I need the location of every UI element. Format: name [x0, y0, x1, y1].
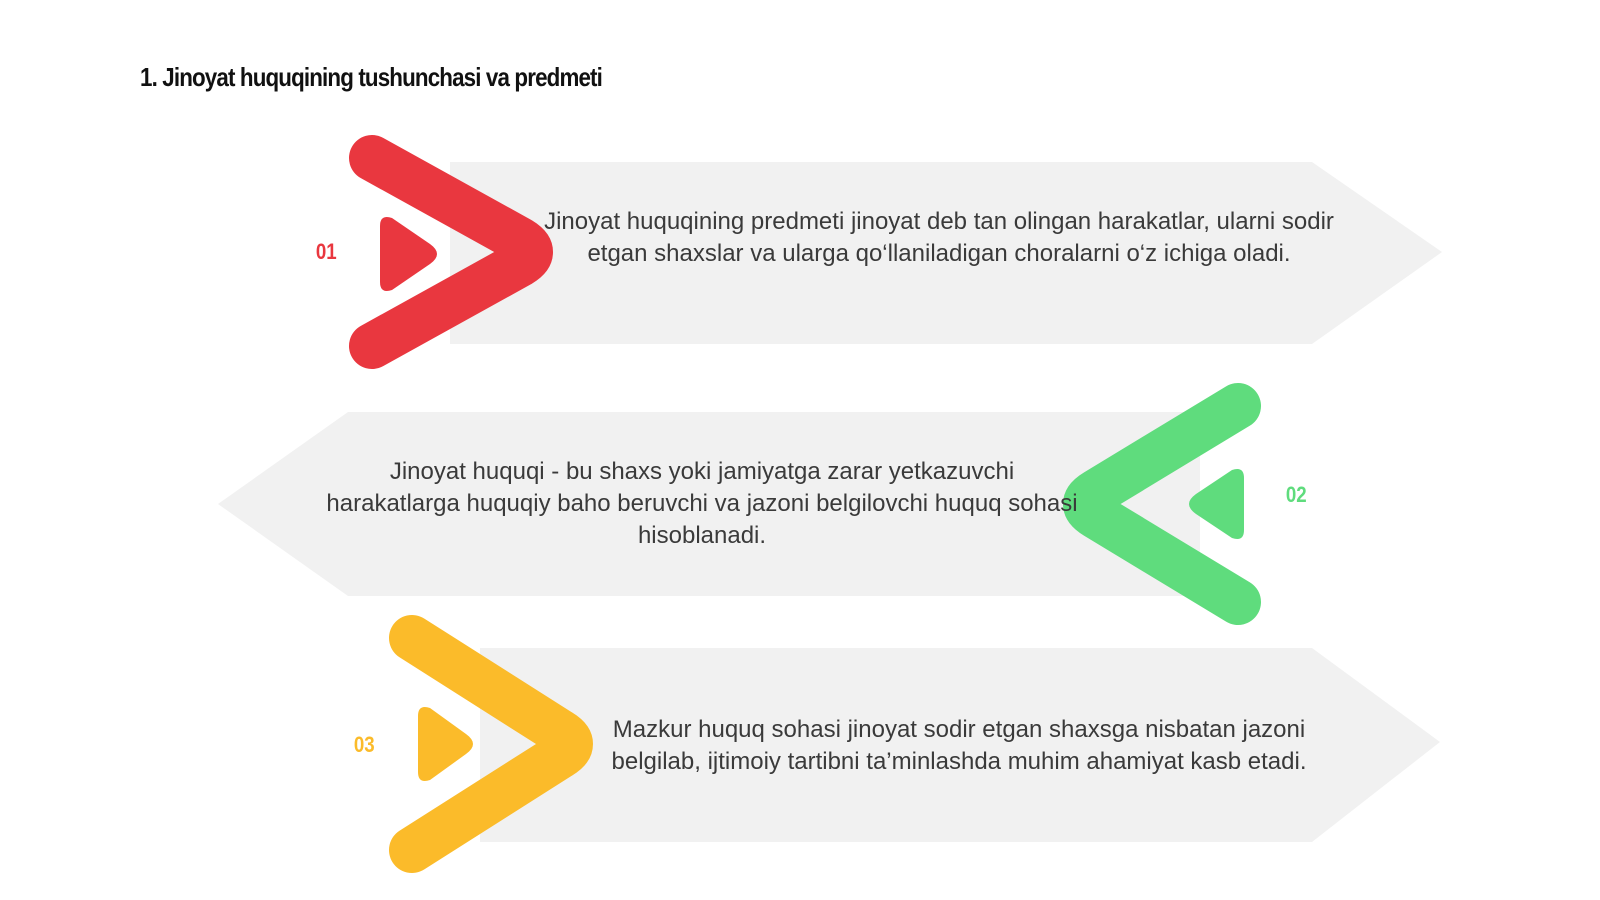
item-number-3: 03 [353, 732, 375, 757]
item-number-2: 02 [1285, 482, 1307, 507]
item-text-2: Jinoyat huquqi - bu shaxs yoki jamiyatga zarar yetkazuvchi harakatlarga huquqiy baho beruvchi va jazoni belgilovchi huquq sohasi hisoblanadi. [326, 458, 1078, 549]
slide-title: 1. Jinoyat huquqining tushunchasi va predmeti [140, 62, 602, 92]
item-text-1: Jinoyat huquqining predmeti jinoyat deb tan olingan harakatlar, ularni sodir etgan shaxslar va ularga qo‘llaniladigan choralarni o‘z ichiga oladi. [544, 208, 1334, 267]
item-number-1: 01 [315, 239, 337, 264]
item-text-3: Mazkur huquq sohasi jinoyat sodir etgan shaxsga nisbatan jazoni belgilab, ijtimoiy tartibni ta’minlashda muhim ahamiyat kasb etadi. [611, 716, 1307, 775]
